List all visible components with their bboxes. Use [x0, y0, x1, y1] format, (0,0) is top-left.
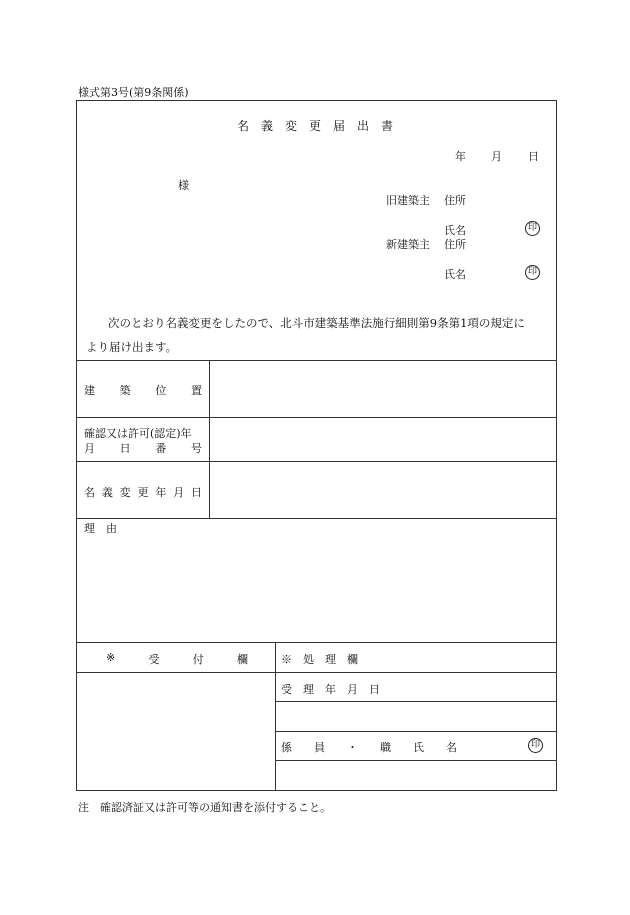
name-change-date-label: 名 義 変 更 年 月 日	[84, 486, 202, 499]
date-year-label: 年	[455, 150, 466, 163]
body-text-line-2: より届け出ます。	[86, 340, 178, 354]
processing-rule-1	[275, 701, 557, 702]
reason-bottom-rule	[76, 642, 557, 643]
form-title: 名 義 変 更 届 出 書	[236, 119, 393, 133]
processing-rule-3	[275, 760, 557, 761]
permit-date-label-line-2: 月 日 番 号	[84, 442, 202, 455]
form-number: 様式第3号(第9条関係)	[78, 86, 189, 99]
processing-column-header: ※ 処 理 欄	[281, 653, 358, 666]
new-owner-seal-mark: 印	[525, 265, 540, 280]
old-owner-seal-mark: 印	[525, 221, 540, 236]
row-rule-3	[76, 518, 557, 519]
processing-rule-2	[275, 731, 557, 732]
building-location-label: 建 築 位 置	[84, 384, 202, 397]
reason-label: 理 由	[84, 522, 117, 535]
date-day-label: 日	[528, 150, 539, 163]
row-rule-1	[76, 417, 557, 418]
addressee-suffix: 様	[178, 179, 189, 192]
new-owner-name-label: 氏名	[444, 268, 466, 281]
old-owner-name-label: 氏名	[444, 224, 466, 237]
old-owner-role: 旧建築主	[386, 194, 430, 207]
reception-column-header: ※ 受 付 欄	[106, 651, 248, 666]
staff-seal-mark: 印	[528, 738, 543, 753]
row-rule-2	[76, 461, 557, 462]
new-owner-role: 新建築主	[386, 238, 430, 251]
staff-name-label: 係 員 ・ 職 氏 名	[281, 741, 457, 754]
attachment-note: 注 確認済証又は許可等の通知書を添付すること。	[78, 801, 331, 814]
table-top-rule	[76, 360, 557, 361]
reception-header-rule	[76, 672, 557, 673]
permit-date-label-line-1: 確認又は許可(認定)年	[84, 427, 192, 440]
old-owner-address-label: 住所	[444, 194, 466, 207]
body-text-line-1: 次のとおり名義変更をしたので、北斗市建築基準法施行細則第9条第1項の規定に	[108, 316, 525, 330]
date-month-label: 月	[491, 150, 502, 163]
label-column-divider	[209, 360, 210, 518]
reception-column-divider	[275, 642, 276, 791]
received-date-label: 受 理 年 月 日	[281, 683, 380, 696]
new-owner-address-label: 住所	[444, 238, 466, 251]
